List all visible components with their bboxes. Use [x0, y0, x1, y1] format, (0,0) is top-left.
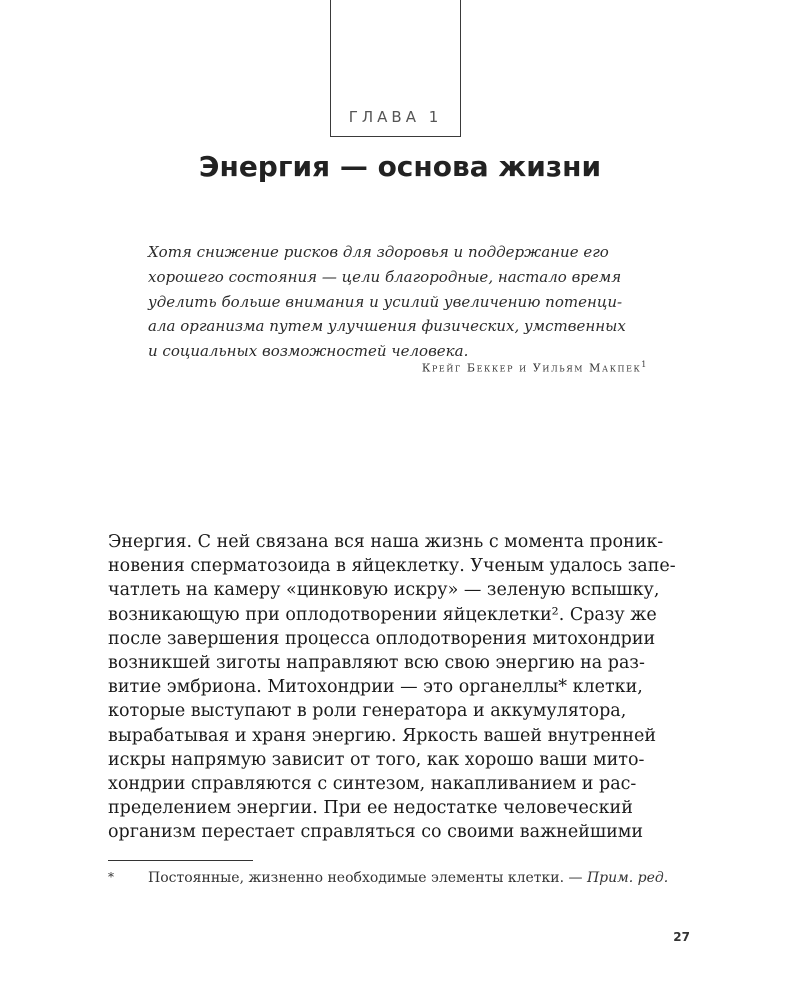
epigraph-author-name: Крейг Беккер и Уильям Макпек [421, 361, 642, 375]
epigraph-text: Хотя снижение рисков для здоровья и поддержание его хорошего состояния — цели благородные, настало время уделить больше внимания и усилий увеличению потенци- ала организма путем улучшения физических, умственных и социальных возможностей человека. [148, 243, 626, 361]
epigraph-author-note: 1 [641, 360, 648, 369]
footnote-text [148, 868, 693, 889]
chapter-label: ГЛАВА 1 [348, 108, 443, 126]
footnote-mark: * [108, 870, 114, 884]
chapter-box [330, 0, 461, 137]
footnote-rule [108, 860, 253, 861]
chapter-title: Энергия — основа жизни [198, 150, 602, 183]
footnote-editor-note: Прим. ред. [586, 870, 669, 886]
footnote-body: Постоянные, жизненно необходимые элементы клетки. — [148, 870, 587, 886]
page-number: 27 [673, 930, 690, 944]
epigraph-author [422, 360, 648, 375]
body-paragraph: Энергия. С ней связана вся наша жизнь с момента проник- новения сперматозоида в яйцеклетку. Ученым удалось запе- чатлеть на камеру «цинковую искру» — зеленую вспышку, возникающую при оплодотворении яйцеклетки². Сразу же после завершения процесса оплодотворения митохондрии возникшей зиготы направляют всю свою энергию на раз- витие эмбриона. Митохондрии — это органеллы* клетки, которые выступают в роли генератора и аккумулятора, вырабатывая и храня энергию. Яркость вашей внутренней искры напрямую зависит от того, как хорошо ваши мито- хондрии справляются с синтезом, накапливанием и рас- пределением энергии. При ее недостатке человеческий организм перестает справляться со своими важнейшими [108, 532, 676, 843]
